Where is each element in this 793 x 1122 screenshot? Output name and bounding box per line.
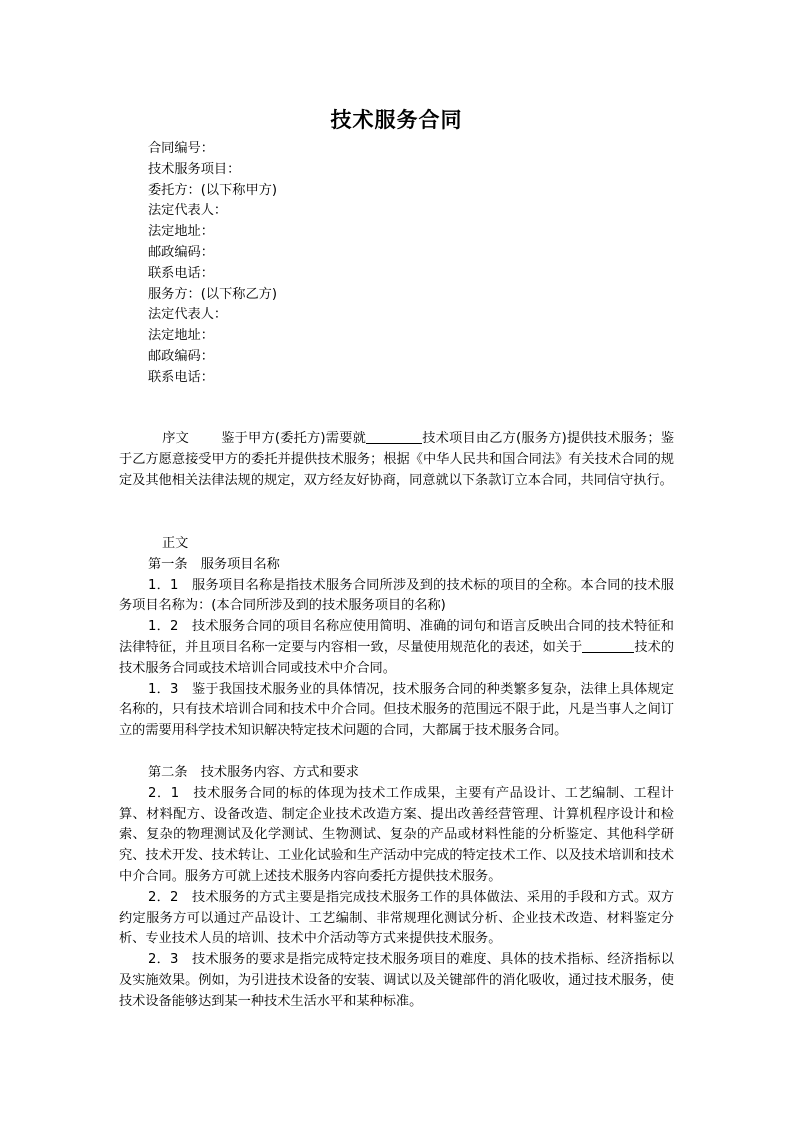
article-2-section <box>119 763 674 1013</box>
field-contract-number: 合同编号： <box>148 141 214 156</box>
field-provider-postcode: 邮政编码： <box>148 348 214 364</box>
main-section <box>119 534 674 742</box>
article-2-heading: 第二条 技术服务内容、方式和要求 <box>148 765 359 780</box>
field-provider-phone: 联系电话： <box>148 369 214 385</box>
preamble-text-rest: 技术项目由乙方(服务方)提供技术服务；鉴于乙方愿意接受甲方的委托并提供技术服务；根据《中华人民共和国合同法》有关技术合同的规定及其他相关法律法规的规定，双方经友好协商，同意就以下条款订立本合同，共同信守执行。 <box>119 431 675 488</box>
article-1-clause-1: 1．1 服务项目名称是指技术服务合同所涉及到的技术标的项目的全称。本合同的技术服务项目名称为：(本合同所涉及到的技术服务项目的名称) <box>119 577 674 614</box>
field-client-postcode: 邮政编码： <box>148 244 214 260</box>
article-2-clause-3: 2．3 技术服务的要求是指完成特定技术服务项目的难度、具体的技术指标、经济指标以及实施效果。例如，为引进技术设备的安装、调试以及关键部件的消化吸收，通过技术服务，使技术设备能够达到某一种技术生活水平和某种标准。 <box>119 952 674 1009</box>
preamble-paragraph <box>119 429 674 491</box>
article-1-clause-3: 1．3 鉴于我国技术服务业的具体情况，技术服务合同的种类繁多复杂，法律上具体规定名称的，只有技术培训合同和技术中介合同。但技术服务的范围远不限于此，凡是当事人之间订立的需要用科学技术知识解决特定技术问题的合同，大都属于技术服务合同。 <box>119 681 674 739</box>
article-1-clause-2 <box>119 617 674 679</box>
article-2-clause-1: 2．1 技术服务合同的标的体现为技术工作成果，主要有产品设计、工艺编制、工程计算、材料配方、设备改造、制定企业技术改造方案、提出改善经营管理、计算机程序设计和检索、复杂的物理测试及化学测试、生物测试、复杂的产品或材料性能的分析鉴定、其他科学研究、技术开发、技术转让、工业化试验和生产活动中完成的特定技术工作、以及技术培训和技术中介合同。服务方可就上述技术服务内容向委托方提供技术服务。 <box>119 785 674 884</box>
field-provider-representative: 法定代表人： <box>148 307 228 323</box>
preamble-label: 序文 <box>162 431 190 446</box>
article-1-heading: 第一条 服务项目名称 <box>148 556 280 572</box>
blank-line <box>582 638 634 653</box>
contract-title: 技术服务合同 <box>330 107 463 132</box>
field-client-address: 法定地址： <box>148 224 214 240</box>
preamble-section <box>119 429 674 491</box>
field-provider-address: 法定地址： <box>148 328 214 344</box>
field-service-project: 技术服务项目： <box>148 161 241 177</box>
preamble-text-start: 鉴于甲方(委托方)需要就 <box>221 431 367 446</box>
article-2-clause-2: 2．2 技术服务的方式主要是指完成技术服务工作的具体做法、采用的手段和方式。双方约定服务方可以通过产品设计、工艺编制、非常规理化测试分析、企业技术改造、材料鉴定分析、专业技术人员的培训、技术中介活动等方式来提供技术服务。 <box>119 889 674 947</box>
field-client-phone: 联系电话： <box>148 265 214 281</box>
field-client: 委托方：(以下称甲方) <box>148 182 277 198</box>
main-heading: 正文 <box>162 536 189 551</box>
contract-header-fields <box>148 139 277 389</box>
clause-1-2-text-rest: 技术的技术服务合同或技术培训合同或技术中介合同。 <box>119 639 675 676</box>
blank-line <box>366 429 422 444</box>
clause-1-2-text-start: 1．2 技术服务合同的项目名称应使用简明、准确的词句和语言反映出合同的技术特征和法律特征，并且项目名称一定要与内容相一致，尽量使用规范化的表述，如关于 <box>119 619 674 655</box>
field-provider: 服务方：(以下称乙方) <box>148 286 277 302</box>
field-client-representative: 法定代表人： <box>148 203 228 219</box>
